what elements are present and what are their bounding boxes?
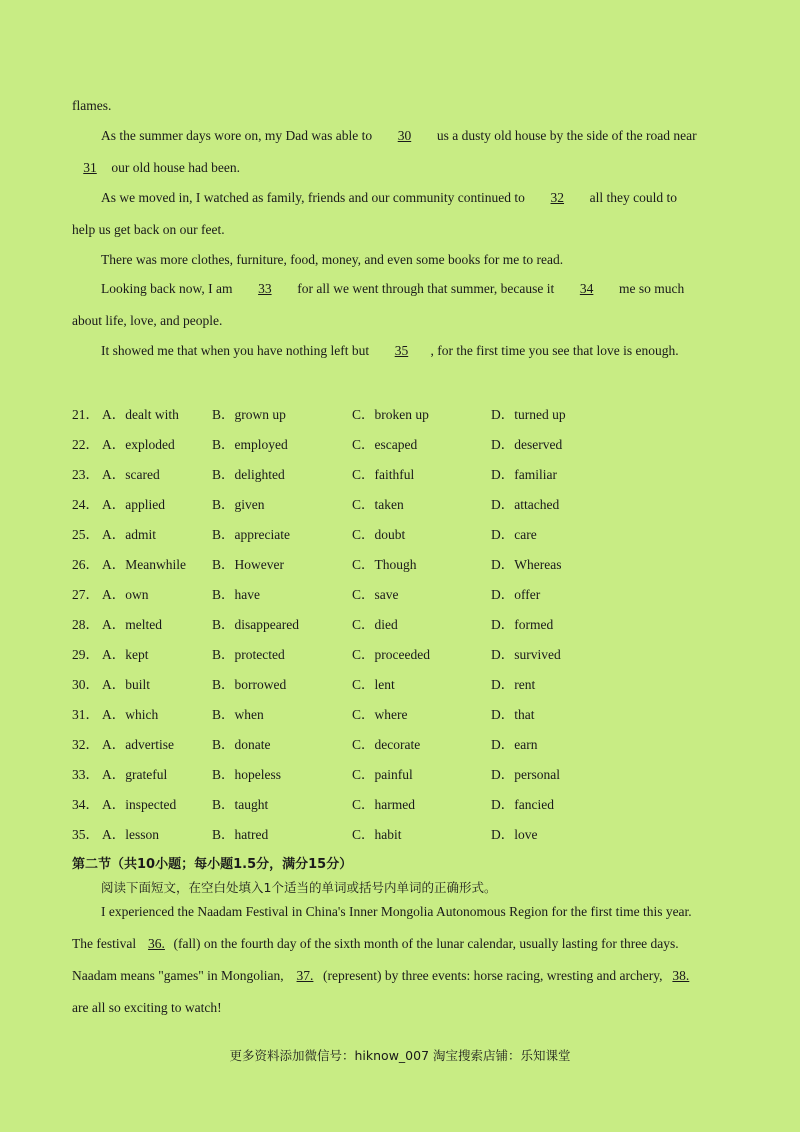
text: all they could to: [589, 190, 678, 205]
option-a: A．built: [102, 677, 151, 692]
blank-36: 36.: [148, 936, 165, 951]
text: Naadam means "games" in Mongolian,: [72, 968, 284, 983]
text: As the summer days wore on, my Dad was able to: [101, 128, 373, 143]
question-row: [72, 646, 712, 664]
option-d: D．familiar: [491, 467, 557, 482]
question-number: 34．: [72, 797, 99, 812]
text: , for the first time you see that love is enough.: [430, 343, 679, 358]
text: for all we went through that summer, because it: [297, 281, 555, 296]
question-row: [72, 616, 712, 634]
option-c: C．where: [352, 707, 408, 722]
option-b: B．borrowed: [212, 677, 287, 692]
text: It showed me that when you have nothing left but: [101, 343, 370, 358]
passage-line: [72, 935, 732, 953]
option-a: A．admit: [102, 527, 156, 542]
option-d: D．offer: [491, 587, 541, 602]
passage-line: [72, 97, 732, 115]
option-d: D．Whereas: [491, 557, 562, 572]
question-row: [72, 706, 712, 724]
blank-33: 33: [258, 281, 272, 296]
option-b: B．employed: [212, 437, 288, 452]
question-row: [72, 676, 712, 694]
question-number: 30．: [72, 677, 99, 692]
question-number: 27．: [72, 587, 99, 602]
question-number: 23．: [72, 467, 99, 482]
option-b: B．appreciate: [212, 527, 290, 542]
text: I experienced the Naadam Festival in China's Inner Mongolia Autonomous Region for the first time this year.: [101, 904, 692, 919]
passage-line: [72, 312, 732, 330]
option-b: B．given: [212, 497, 265, 512]
option-b: B．However: [212, 557, 284, 572]
option-a: A．melted: [102, 617, 162, 632]
option-c: C．faithful: [352, 467, 415, 482]
option-d: D．turned up: [491, 407, 566, 422]
passage-line: [72, 999, 732, 1017]
option-a: A．own: [102, 587, 149, 602]
option-d: D．that: [491, 707, 535, 722]
option-c: C．save: [352, 587, 399, 602]
option-b: B．disappeared: [212, 617, 299, 632]
option-c: C．doubt: [352, 527, 406, 542]
option-d: D．deserved: [491, 437, 563, 452]
text: about life, love, and people.: [72, 313, 223, 328]
option-a: A．lesson: [102, 827, 159, 842]
option-d: D．formed: [491, 617, 554, 632]
option-c: C．proceeded: [352, 647, 430, 662]
question-number: 35．: [72, 827, 99, 842]
question-number: 26．: [72, 557, 99, 572]
option-a: A．inspected: [102, 797, 177, 812]
option-c: C．harmed: [352, 797, 415, 812]
text: As we moved in, I watched as family, friends and our community continued to: [101, 190, 525, 205]
question-row: [72, 526, 712, 544]
blank-31: 31: [83, 160, 97, 175]
option-d: D．fancied: [491, 797, 554, 812]
section-title: 第二节（共10小题；每小题1.5分，满分15分）: [72, 857, 353, 872]
text: our old house had been.: [111, 160, 240, 175]
passage-line: [101, 342, 731, 360]
question-number: 24．: [72, 497, 99, 512]
passage-line: [72, 221, 732, 239]
question-number: 25．: [72, 527, 99, 542]
text: us a dusty old house by the side of the road near: [436, 128, 697, 143]
text: The festival: [72, 936, 137, 951]
blank-32: 32: [550, 190, 565, 205]
option-c: C．habit: [352, 827, 402, 842]
option-b: B．when: [212, 707, 264, 722]
question-row: [72, 826, 712, 844]
option-a: A．which: [102, 707, 159, 722]
option-d: D．care: [491, 527, 537, 542]
option-b: B．hopeless: [212, 767, 281, 782]
footer-note: 更多资料添加微信号：hiknow_007 淘宝搜索店铺：乐知课堂: [229, 1048, 571, 1063]
question-row: [72, 466, 712, 484]
option-b: B．protected: [212, 647, 285, 662]
question-number: 32．: [72, 737, 99, 752]
question-row: [72, 406, 712, 424]
passage-line: [101, 280, 731, 298]
text: flames.: [72, 98, 112, 113]
text: (fall) on the fourth day of the sixth month of the lunar calendar, usually lasting for three days.: [173, 936, 679, 951]
text: (represent) by three events: horse racing, wresting and archery,: [322, 968, 663, 983]
passage-line: [101, 127, 731, 145]
question-number: 31．: [72, 707, 99, 722]
option-a: A．exploded: [102, 437, 175, 452]
option-b: B．taught: [212, 797, 269, 812]
option-c: C．Though: [352, 557, 417, 572]
option-a: A．dealt with: [102, 407, 179, 422]
text: are all so exciting to watch!: [72, 1000, 222, 1015]
question-row: [72, 736, 712, 754]
option-b: B．grown up: [212, 407, 286, 422]
text: help us get back on our feet.: [72, 222, 225, 237]
passage-line: [101, 903, 731, 921]
option-a: A．scared: [102, 467, 160, 482]
question-number: 29．: [72, 647, 99, 662]
blank-35: 35: [394, 343, 409, 358]
blank-30: 30: [397, 128, 412, 143]
passage-line: [101, 251, 731, 269]
option-c: C．taken: [352, 497, 404, 512]
question-row: [72, 766, 712, 784]
option-c: C．decorate: [352, 737, 421, 752]
option-d: D．love: [491, 827, 538, 842]
passage-line: [72, 159, 732, 177]
option-c: C．broken up: [352, 407, 429, 422]
question-number: 33．: [72, 767, 99, 782]
option-b: B．delighted: [212, 467, 285, 482]
option-a: A．kept: [102, 647, 149, 662]
question-row: [72, 496, 712, 514]
question-number: 21．: [72, 407, 99, 422]
option-d: D．rent: [491, 677, 536, 692]
blank-34: 34: [579, 281, 594, 296]
option-d: D．attached: [491, 497, 560, 512]
question-row: [72, 796, 712, 814]
option-d: D．survived: [491, 647, 561, 662]
option-d: D．earn: [491, 737, 538, 752]
question-row: [72, 436, 712, 454]
option-a: A．Meanwhile: [102, 557, 186, 572]
instruction: 阅读下面短文，在空白处填入1个适当的单词或括号内单词的正确形式。: [101, 880, 497, 895]
option-c: C．escaped: [352, 437, 418, 452]
option-b: B．donate: [212, 737, 271, 752]
question-number: 28．: [72, 617, 99, 632]
blank-38: 38.: [672, 968, 690, 983]
text: me so much: [618, 281, 685, 296]
option-c: C．lent: [352, 677, 395, 692]
text: There was more clothes, furniture, food, money, and even some books for me to read.: [101, 252, 564, 267]
passage-line: [72, 967, 732, 985]
text: Looking back now, I am: [101, 281, 233, 296]
option-b: B．hatred: [212, 827, 269, 842]
option-b: B．have: [212, 587, 260, 602]
option-a: A．advertise: [102, 737, 174, 752]
option-a: A．grateful: [102, 767, 168, 782]
passage-line: [101, 189, 731, 207]
option-c: C．died: [352, 617, 398, 632]
option-c: C．painful: [352, 767, 413, 782]
question-row: [72, 586, 712, 604]
question-row: [72, 556, 712, 574]
option-a: A．applied: [102, 497, 165, 512]
option-d: D．personal: [491, 767, 560, 782]
blank-37: 37.: [296, 968, 314, 983]
question-number: 22．: [72, 437, 99, 452]
